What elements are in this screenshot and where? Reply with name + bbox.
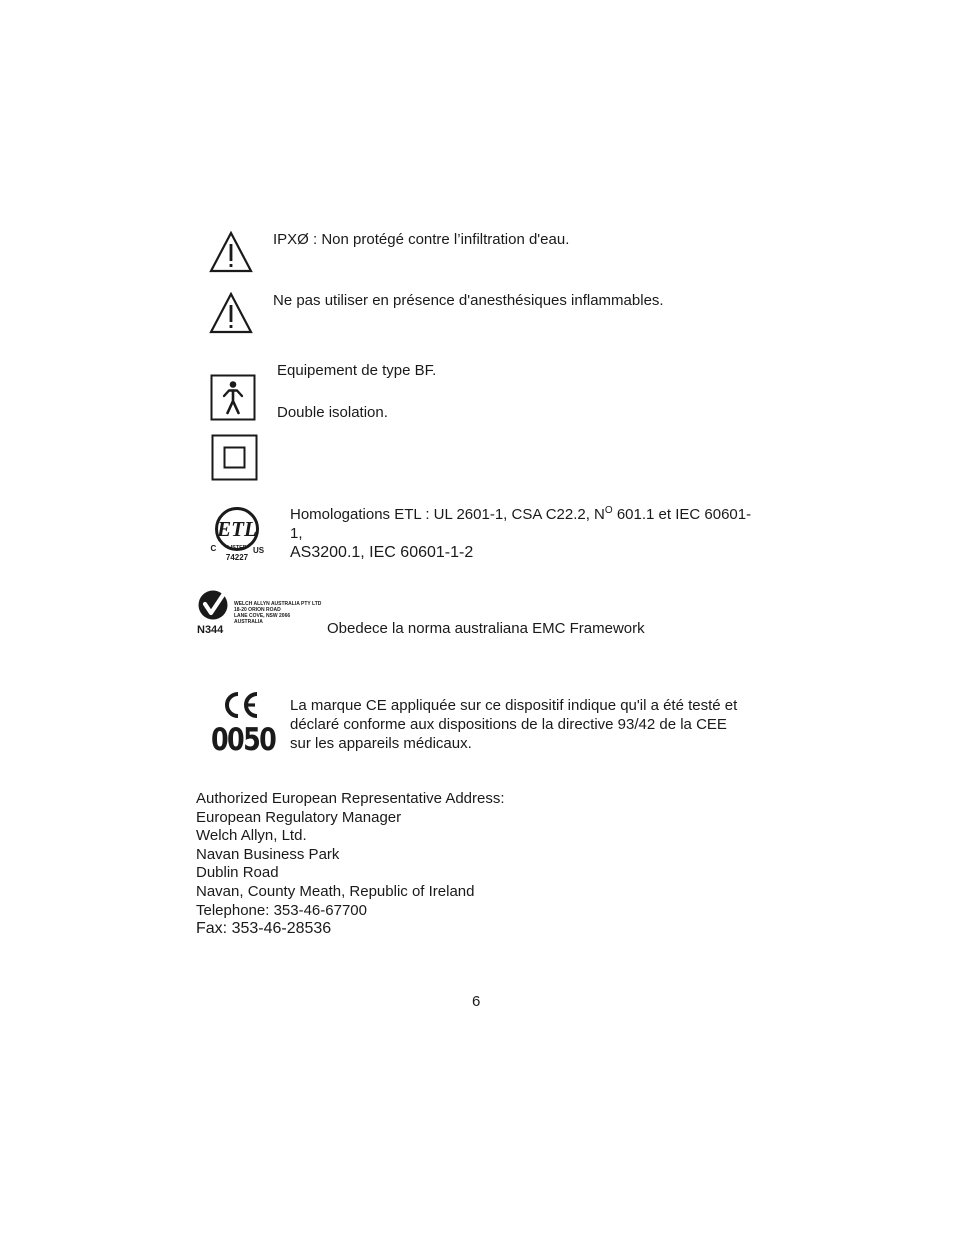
etl-logo-us: US xyxy=(253,546,265,555)
double-insulation-text: Double isolation. xyxy=(277,404,388,421)
etl-listed-logo-icon xyxy=(209,504,271,564)
address-line: Navan, County Meath, Republic of Ireland xyxy=(196,882,475,900)
address-line: Welch Allyn, Ltd. xyxy=(196,827,307,845)
ce-description: La marque CE appliquée sur ce dispositif indique qu'il a été testé et déclaré conforme aux dispositions de la directive 93/42 de la CEE sur les appareils médicaux. xyxy=(290,697,738,752)
ce-mark-icon xyxy=(221,690,261,720)
c-tick-logo-icon xyxy=(196,589,232,621)
address-line: Navan Business Park xyxy=(196,845,340,863)
double-insulation-icon xyxy=(211,434,259,482)
european-representative-address xyxy=(196,790,505,939)
etl-logo-number: 74227 xyxy=(225,553,249,562)
address-line: Authorized European Representative Address: xyxy=(196,790,505,807)
warning-triangle-icon xyxy=(209,231,253,273)
superscript-o: O xyxy=(604,505,613,516)
etl-logo-listed: LISTED xyxy=(227,545,247,551)
etl-approvals-text: Homologations ETL : UL 2601-1, CSA C22.2, $N^O$ 601.1 et IEC 60601- 1, AS3200.1, IEC 60601-1-2 xyxy=(290,505,752,561)
type-bf-person-icon xyxy=(210,374,256,422)
address-line: European Regulatory Manager xyxy=(196,808,402,826)
c-tick-text: Obedece la norma australiana EMC Framework xyxy=(327,620,645,637)
c-tick-code: N344 xyxy=(197,624,224,636)
warning-triangle-icon xyxy=(209,292,253,334)
anesthetic-warning-text: Ne pas utiliser en présence d'anesthésiques inflammables. xyxy=(273,292,664,309)
fax-line: Fax: 353-46-28536 xyxy=(196,920,332,938)
ce-notified-body-number: 0050 xyxy=(211,722,276,758)
ipx0-text: IPXØ : Non protégé contre l’infiltration d'eau. xyxy=(273,231,570,248)
etl-logo-c: C xyxy=(210,544,217,553)
etl-logo-mark: ETL xyxy=(217,517,257,541)
type-bf-text: Equipement de type BF. xyxy=(277,362,437,379)
c-tick-company: WELCH ALLYN AUSTRALIA PTY LTD 18-20 ORION ROAD LANE COVE, NSW 2066 AUSTRALIA xyxy=(234,601,322,625)
address-line: Dublin Road xyxy=(196,864,279,882)
page-number: 6 xyxy=(472,993,481,1010)
address-line: Telephone: 353-46-67700 xyxy=(196,901,367,919)
